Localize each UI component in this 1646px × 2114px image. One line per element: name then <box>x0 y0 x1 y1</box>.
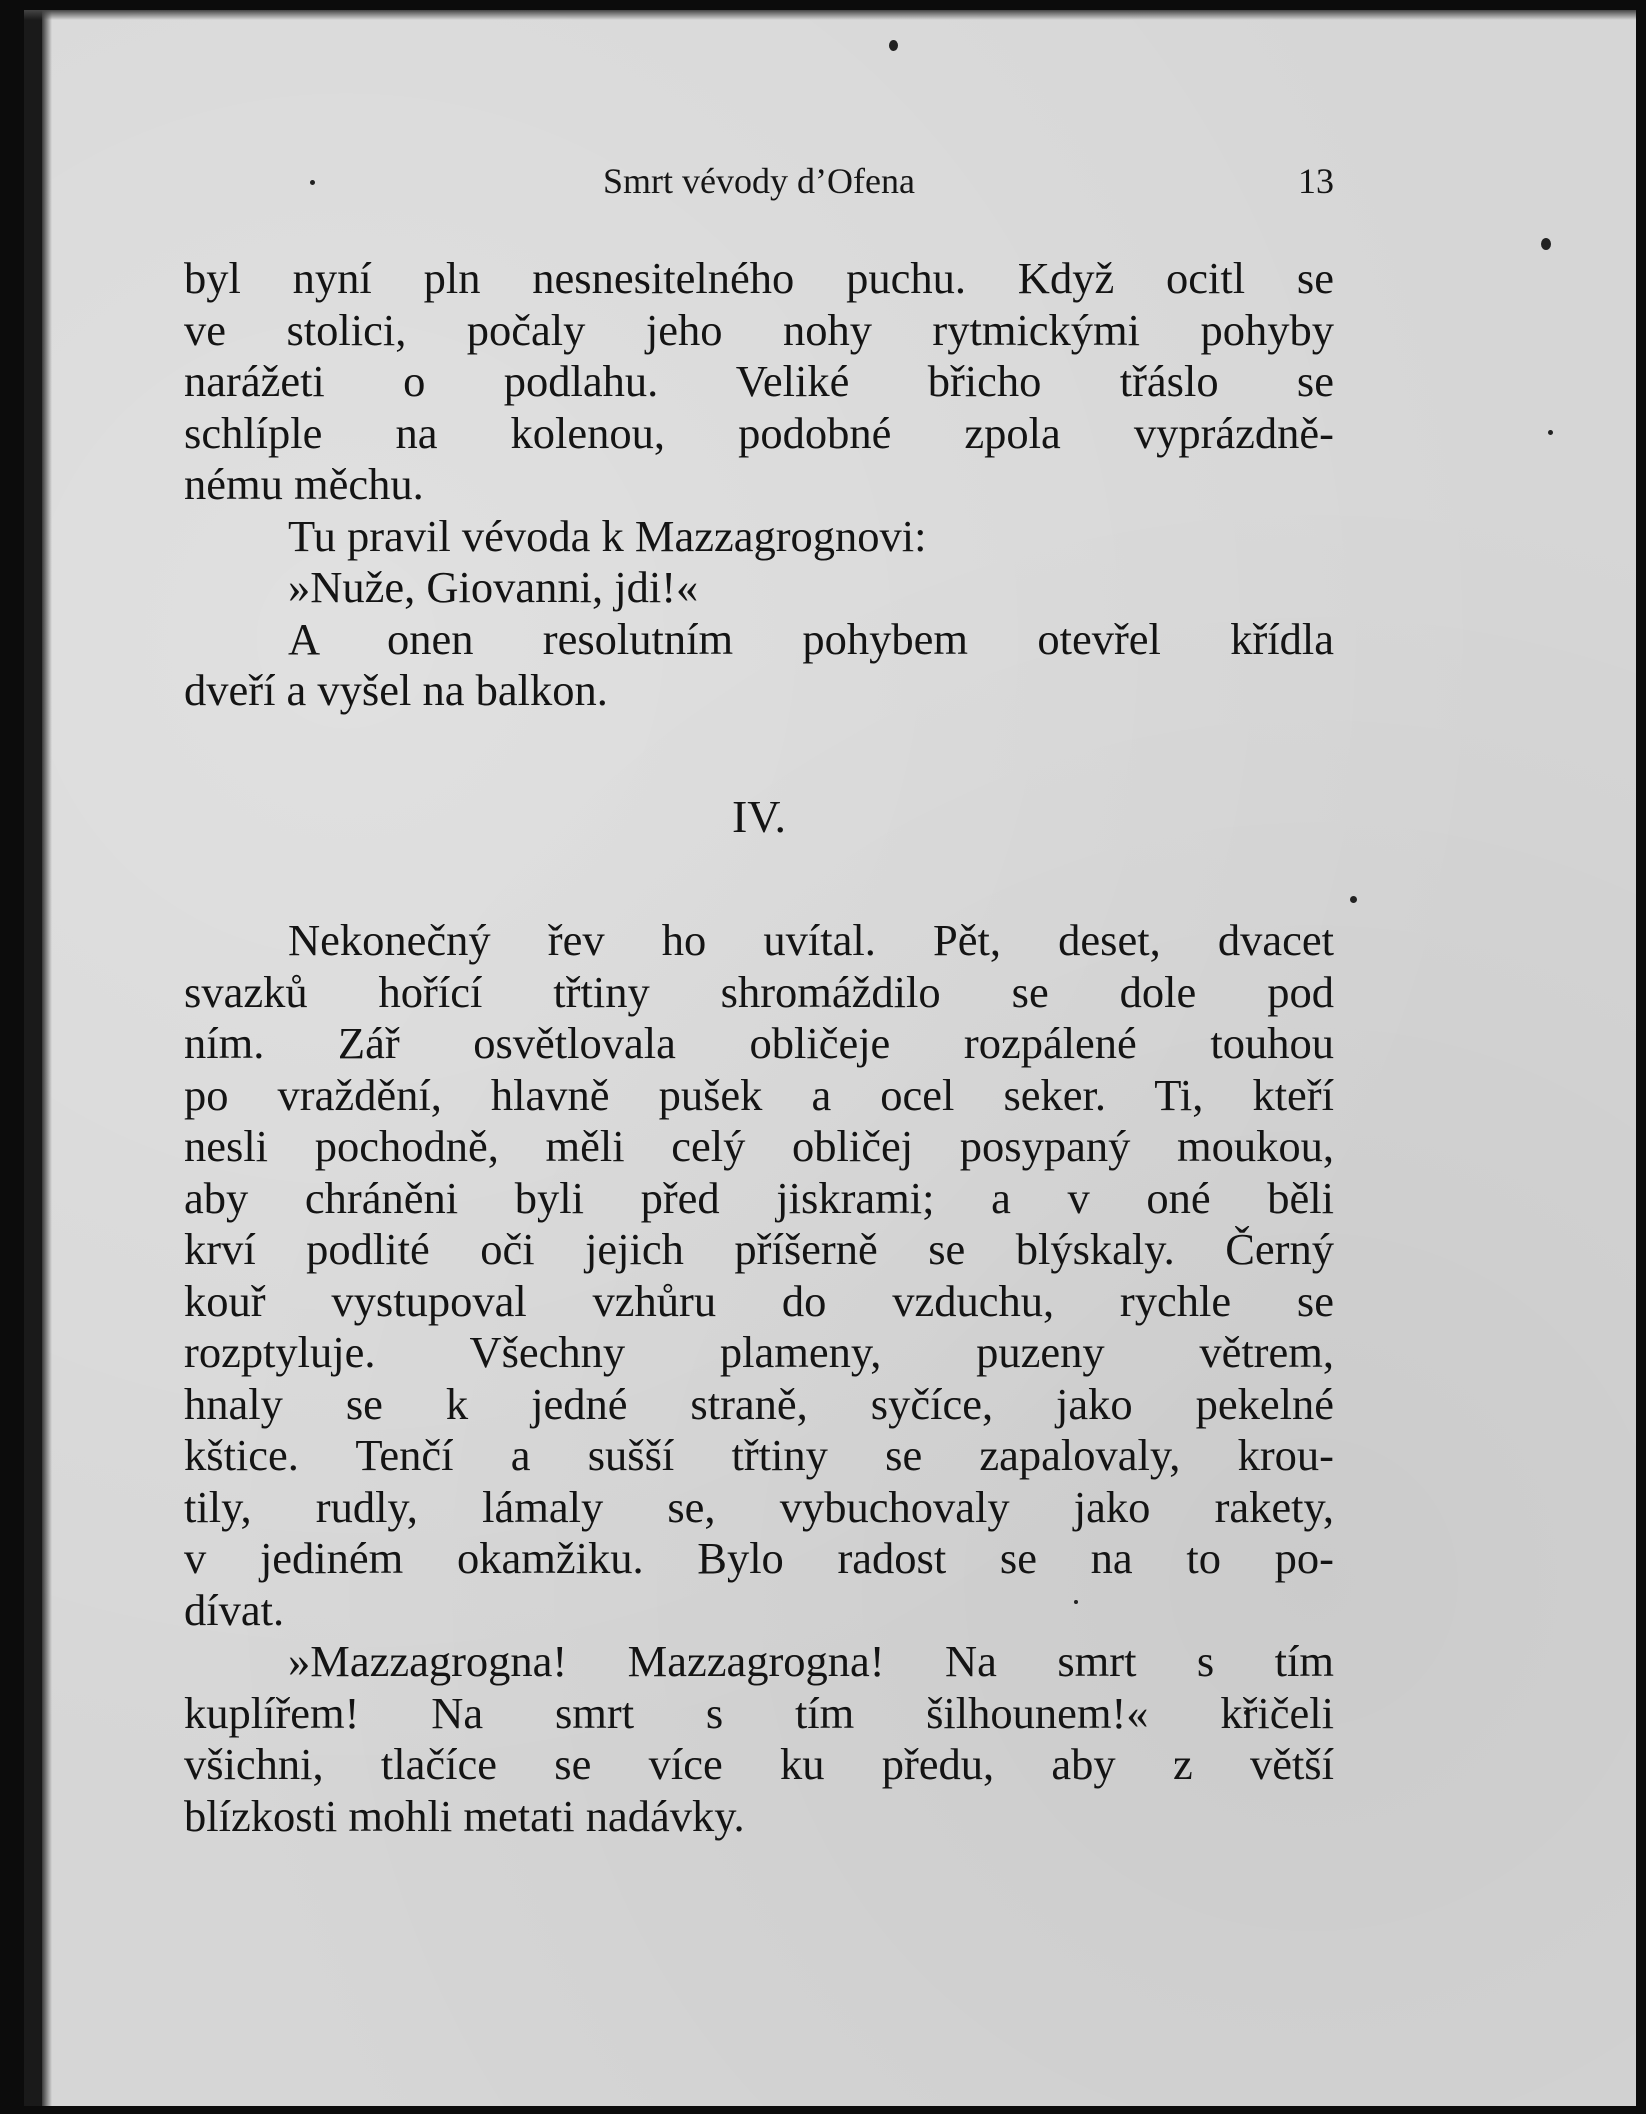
speck <box>889 40 898 51</box>
text-line: kouř vystupoval vzhůru do vzduchu, rychle se <box>184 1275 1334 1326</box>
text-line: tily, rudly, lámaly se, vybuchovaly jako rakety, <box>184 1481 1334 1532</box>
spine-shadow <box>42 10 52 2106</box>
text-line: »Mazzagrogna! Mazzagrogna! Na smrt s tím <box>288 1636 1334 1686</box>
text-line: dveří a vyšel na balkon. <box>184 665 608 715</box>
book-page <box>24 10 1636 2106</box>
text-line: svazků hořící třtiny shromáždilo se dole pod <box>184 966 1334 1017</box>
text-line: nesli pochodně, měli celý obličej posypaný moukou, <box>184 1121 1334 1171</box>
text-line: narážeti o podlahu. Veliké břicho třáslo se <box>184 356 1334 406</box>
text-line: dívat. <box>184 1584 285 1635</box>
chapter-heading: IV. <box>731 790 787 842</box>
top-edge-shadow <box>24 10 1636 20</box>
text-line: krví podlité oči jejich příšerně se blýskaly. Černý <box>184 1224 1334 1274</box>
running-title: Smrt vévody d’Ofena <box>603 161 915 201</box>
text-line: ním. Zář osvětlovala obličeje rozpálené touhou <box>184 1018 1334 1068</box>
text-line: »Nuže, Giovanni, jdi!« <box>288 562 699 612</box>
body-text <box>184 253 1334 1842</box>
running-header <box>184 160 1334 210</box>
text-line: kštice. Tenčí a sušší třtiny se zapalovaly, krou- <box>184 1430 1334 1480</box>
text-line: nému měchu. <box>184 459 424 509</box>
text-line: po vraždění, hlavně pušek a ocel seker. Ti, kteří <box>184 1069 1334 1120</box>
page-number: 13 <box>1298 161 1334 201</box>
speck <box>1541 238 1551 250</box>
text-line: v jediném okamžiku. Bylo radost se na to po- <box>184 1533 1334 1583</box>
text-line: rozptyluje. Všechny plameny, puzeny větrem, <box>184 1327 1334 1377</box>
text-line: Nekonečný řev ho uvítal. Pět, deset, dvacet <box>288 915 1334 965</box>
speck <box>1548 430 1553 435</box>
text-line: blízkosti mohli metati nadávky. <box>184 1790 745 1841</box>
text-line: hnaly se k jedné straně, syčíce, jako pekelné <box>184 1378 1334 1429</box>
text-line: všichni, tlačíce se více ku předu, aby z větší <box>184 1739 1334 1789</box>
text-line: kuplířem! Na smrt s tím šilhounem!« křičeli <box>184 1687 1334 1738</box>
text-line: schlíple na kolenou, podobné zpola vyprázdně- <box>184 407 1334 458</box>
speck <box>1350 896 1357 903</box>
book-spine <box>24 10 42 2106</box>
text-line: A onen resolutním pohybem otevřel křídla <box>288 613 1334 664</box>
text-line: Tu pravil vévoda k Mazzagrognovi: <box>288 510 927 561</box>
text-line: aby chráněni byli před jiskrami; a v oné běli <box>184 1172 1334 1223</box>
text-line: byl nyní pln nesnesitelného puchu. Když ocitl se <box>184 253 1334 303</box>
text-line: ve stolici, počaly jeho nohy rytmickými pohyby <box>184 304 1334 355</box>
